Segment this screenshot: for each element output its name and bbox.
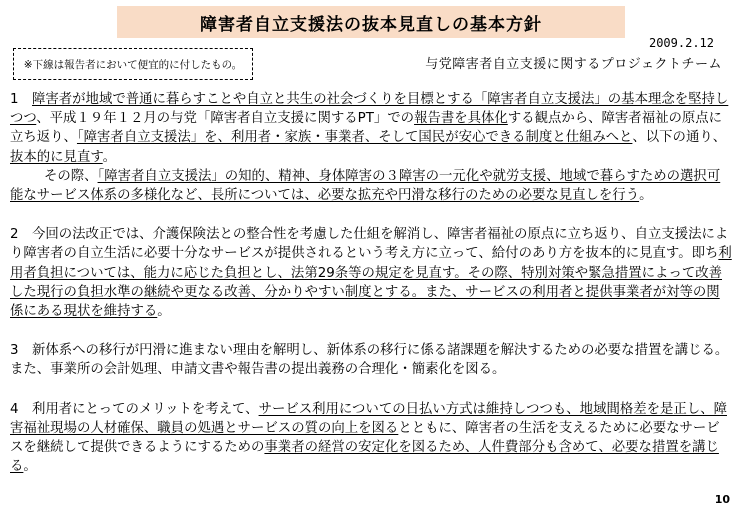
text-segment: 。 bbox=[639, 188, 653, 204]
text-segment: 抜本的に見直す bbox=[10, 149, 103, 165]
document-date: 2009.2.12 bbox=[648, 36, 714, 50]
text-segment: 、以下の通り、 bbox=[632, 130, 727, 146]
paragraph-4 bbox=[10, 400, 732, 477]
page-number: 10 bbox=[714, 493, 730, 506]
text-segment: 報告書を具体化 bbox=[414, 111, 508, 127]
page-title: 障害者自立支援法の抜本見直しの基本方針 bbox=[200, 14, 542, 35]
paragraph-1 bbox=[10, 90, 732, 205]
document-body bbox=[10, 90, 732, 476]
paragraph-3 bbox=[10, 341, 732, 379]
text-segment: 今回の法改正では、介護保険法との整合性を考慮した仕組を解消し、障害者福祉の原点に立ち返り、自立支援法により障害者の自立生活に必要十分なサービスが提供されるという考え方に立って、給付のあり方を抜本的に見直す。即ち bbox=[10, 227, 729, 262]
text-segment: とともに、障害者の生活を支えるために必要なサービスを継続して提供できるようにするための bbox=[10, 420, 720, 456]
paragraph-number: 1 bbox=[10, 92, 19, 107]
organization-name: 与党障害者自立支援に関するプロジェクトチーム bbox=[425, 57, 722, 72]
text-segment: する観点から、障害者福祉の原点に立ち返り、 bbox=[10, 111, 723, 146]
text-segment: 。 bbox=[102, 149, 117, 165]
paragraph-2 bbox=[10, 225, 732, 321]
text-segment: 利用者にとってのメリットを考えて、 bbox=[32, 401, 259, 417]
text-segment: 「障害者自立支援法」の知的、精神、身体障害の３障害の一元化や就労支援、地域で暮らすための選択可能なサービス体系の多様化など、長所については、必要な拡充や円滑な移行のための必要な見直しを行う bbox=[10, 168, 721, 204]
paragraph-number: 2 bbox=[10, 227, 19, 243]
text-segment: サービス利用についての日払い方式は維持しつつも、地域間格差を是正し、障害福祉現場の人材確保、職員の処遇とサービスの質の向上を図る bbox=[10, 401, 727, 436]
note-box bbox=[13, 48, 253, 80]
title-banner bbox=[117, 6, 625, 38]
text-segment: 、平成１９年１２月の与党「障害者自立支援に関するPT」での bbox=[36, 111, 415, 127]
text-segment: 新体系への移行が円滑に進まない理由を解明し、新体系の移行に係る諸課題を解決するための必要な措置を講じる。また、事業所の会計処理、申請文書や報告書の提出義務の合理化・簡素化を図る。 bbox=[10, 343, 729, 378]
text-segment: 障害者が地域で普通に暮らすことや自立と共生の社会づくりを目標とする「障害者自立支援法」の基本理念を堅持しつつ bbox=[10, 92, 729, 127]
text-segment: 事業者の経営の安定化を図るため、人件費部分も含めて、必要な措置を講じる bbox=[10, 440, 719, 475]
text-segment: 「障害者自立支援法」を、利用者・家族・事業者、そして国民が安心できる制度と仕組みへと bbox=[76, 130, 633, 146]
text-segment: 利用者負担については、能力に応じた負担とし、法第29条等の規定を見直す。その際、特別対策や緊急措置によって改善した現行の負担水準の継続や更なる改善、分かりやすい制度とする。また、サービスの利用者と提供事業者が対等の関係にある現状を維持する bbox=[10, 246, 732, 320]
text-segment: その際、 bbox=[44, 168, 98, 184]
underline-note: ※下線は報告者において便宜的に付したもの。 bbox=[23, 58, 243, 71]
paragraph-number: 4 bbox=[10, 401, 19, 417]
text-segment: 。 bbox=[23, 459, 37, 475]
text-segment: 。 bbox=[157, 304, 171, 320]
paragraph-number: 3 bbox=[10, 343, 19, 359]
